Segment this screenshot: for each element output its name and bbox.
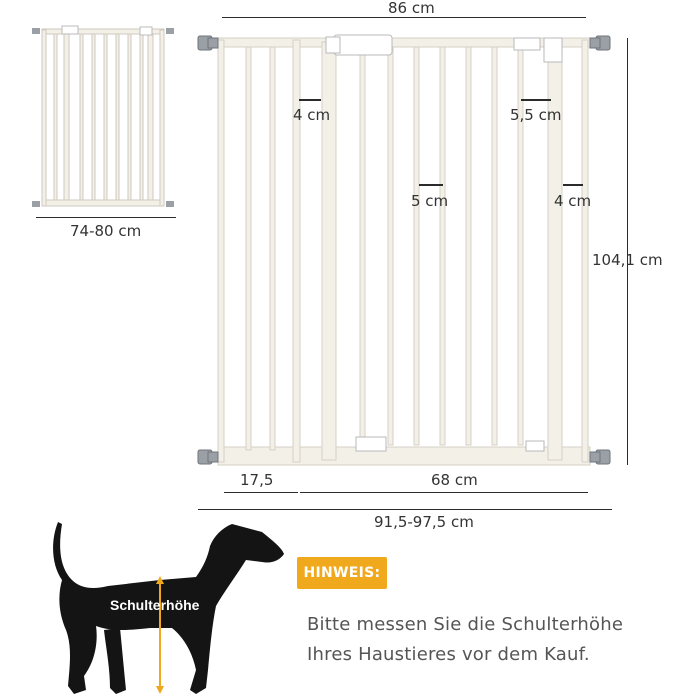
adjustable-width-label: 91,5-97,5 cm (374, 513, 474, 531)
notice-line-2: Ihres Haustieres vor dem Kauf. (307, 644, 590, 665)
height-label: 104,1 cm (592, 251, 663, 269)
extension-width-label: 17,5 (240, 471, 274, 489)
notice-text (307, 610, 623, 670)
door-width-label: 68 cm (431, 471, 478, 489)
gap-left-label: 4 cm (293, 106, 331, 124)
shoulder-height-label: Schulterhöhe (110, 597, 200, 613)
gap-top-right-label: 5,5 cm (510, 106, 562, 124)
notice-line-1: Bitte messen Sie die Schulterhöhe (307, 614, 624, 635)
gap-middle-label: 5 cm (411, 192, 449, 210)
gap-right-label: 4 cm (554, 192, 592, 210)
total-width-label: 86 cm (388, 0, 435, 17)
notice-badge: HINWEIS: (297, 557, 387, 589)
small-width-label: 74-80 cm (70, 222, 142, 240)
